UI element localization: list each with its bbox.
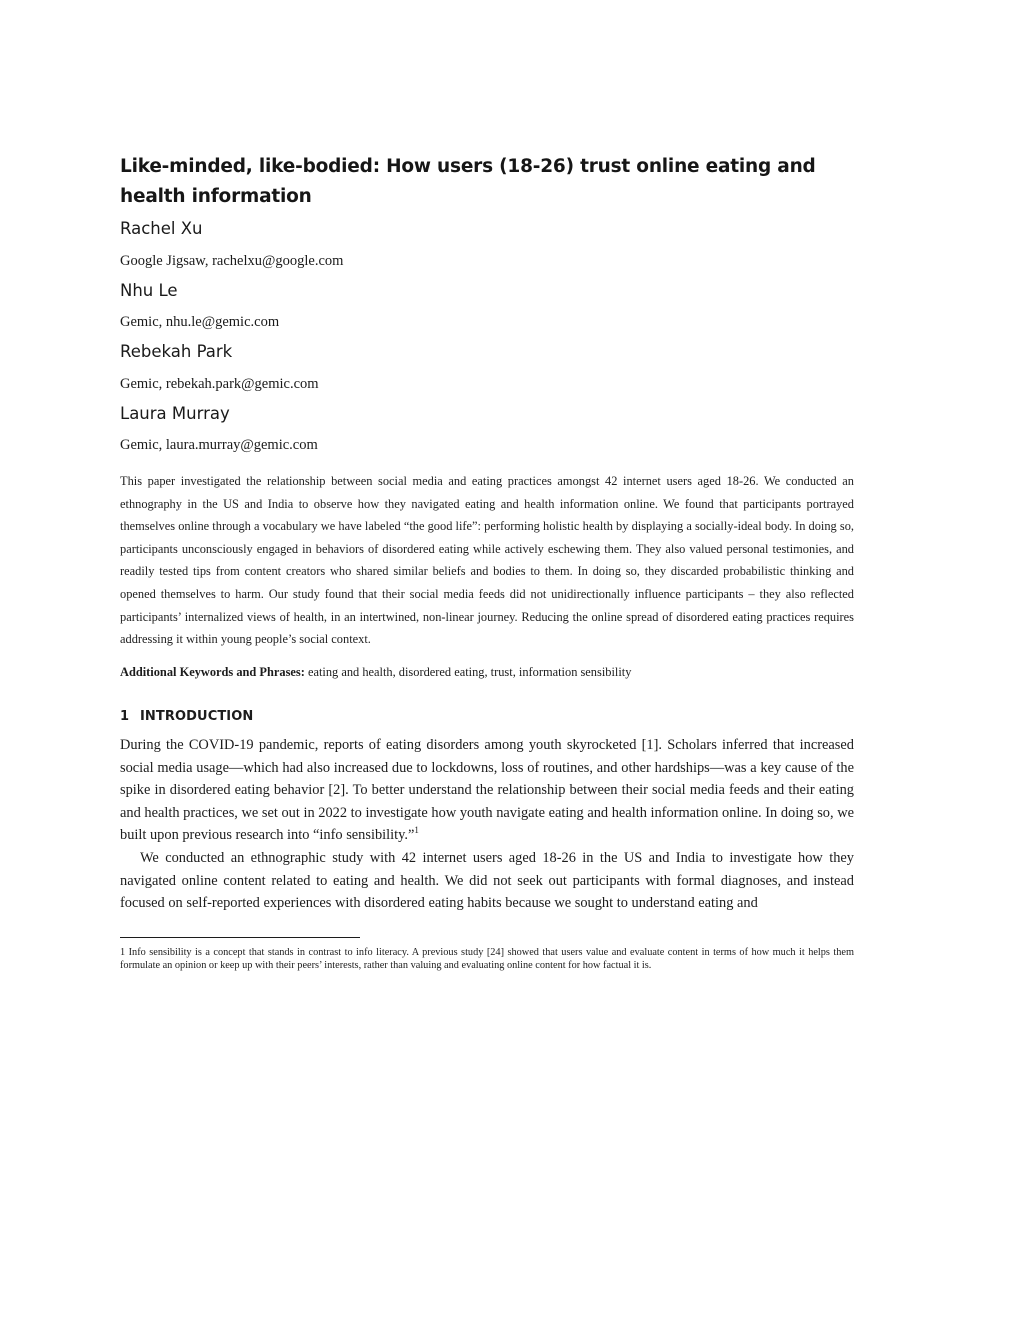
section-heading [120, 707, 253, 727]
section-number: 1 [120, 709, 130, 724]
intro-paragraph-2: We conducted an ethnographic study with 42 internet users aged 18-26 in the US and India to investigate how they navigated online content related to eating and health. We did not seek out participants with formal diagnoses, and instead focused on self-reported experiences with disordered eating habits because we sought to understand eating and [120, 850, 854, 912]
paper-title: Like-minded, like-bodied: How users (18-26) trust online eating and health information [120, 156, 816, 207]
author-name: Nhu Le [120, 281, 178, 300]
author-name: Laura Murray [120, 404, 230, 423]
abstract: This paper investigated the relationship between social media and eating practices amongst 42 internet users aged 18-26. We conducted an ethnography in the US and India to observe how they navigated eating and health information online. We found that participants portrayed themselves online through a vocabulary we have labeled “the good life”: performing holistic health by displaying a socially-ideal body. In doing so, participants unconsciously engaged in behaviors of disordered eating while actively eschewing them. They also valued personal testimonies, and readily tested tips from content creators who shared similar beliefs and bodies to them. In doing so, they discarded probabilistic thinking and opened themselves to harm. Our study found that their social media feeds did not unidirectionally influence participants – they also reflected participants’ internalized views of health, in an intertwined, non-linear journey. Reducing the online spread of disordered eating practices requires addressing it within young people’s social context. [120, 474, 854, 647]
keywords [120, 662, 854, 682]
intro-paragraph-1-text: During the COVID-19 pandemic, reports of eating disorders among youth skyrocketed [1]. Scholars inferred that increased social media usage—which had also increased due to lockdowns, loss of routines, and other hardships—was a key cause of the spike in disordered eating behavior [2]. To better understand the relationship between their social media feeds and their eating and health practices, we set out in 2022 to investigate how youth navigate eating and health information online. In doing so, we built upon previous research into “info sensibility.” [120, 737, 854, 844]
author-affiliation: Gemic, rebekah.park@gemic.com [120, 376, 319, 392]
keywords-label: Additional Keywords and Phrases: [120, 665, 305, 679]
paper-page [120, 0, 854, 1325]
section-title: INTRODUCTION [140, 709, 254, 724]
author-affiliation: Google Jigsaw, rachelxu@google.com [120, 253, 344, 269]
keywords-list: eating and health, disordered eating, trust, information sensibility [307, 665, 632, 679]
author-name: Rebekah Park [120, 342, 233, 361]
footnote-marker: 1 [414, 825, 419, 836]
author-affiliation: Gemic, laura.murray@gemic.com [120, 437, 318, 453]
footnote-divider [120, 937, 360, 938]
footnote: 1 Info sensibility is a concept that stands in contrast to info literacy. A previous study [24] showed that users value and evaluate content in terms of how much it helps them formulate an opinion or keep up with their peers’ interests, rather than valuing and evaluating online content for how factual it is. [120, 947, 854, 971]
intro-paragraph-1 [120, 734, 854, 847]
author-affiliation: Gemic, nhu.le@gemic.com [120, 314, 280, 330]
author-name: Rachel Xu [120, 219, 203, 238]
